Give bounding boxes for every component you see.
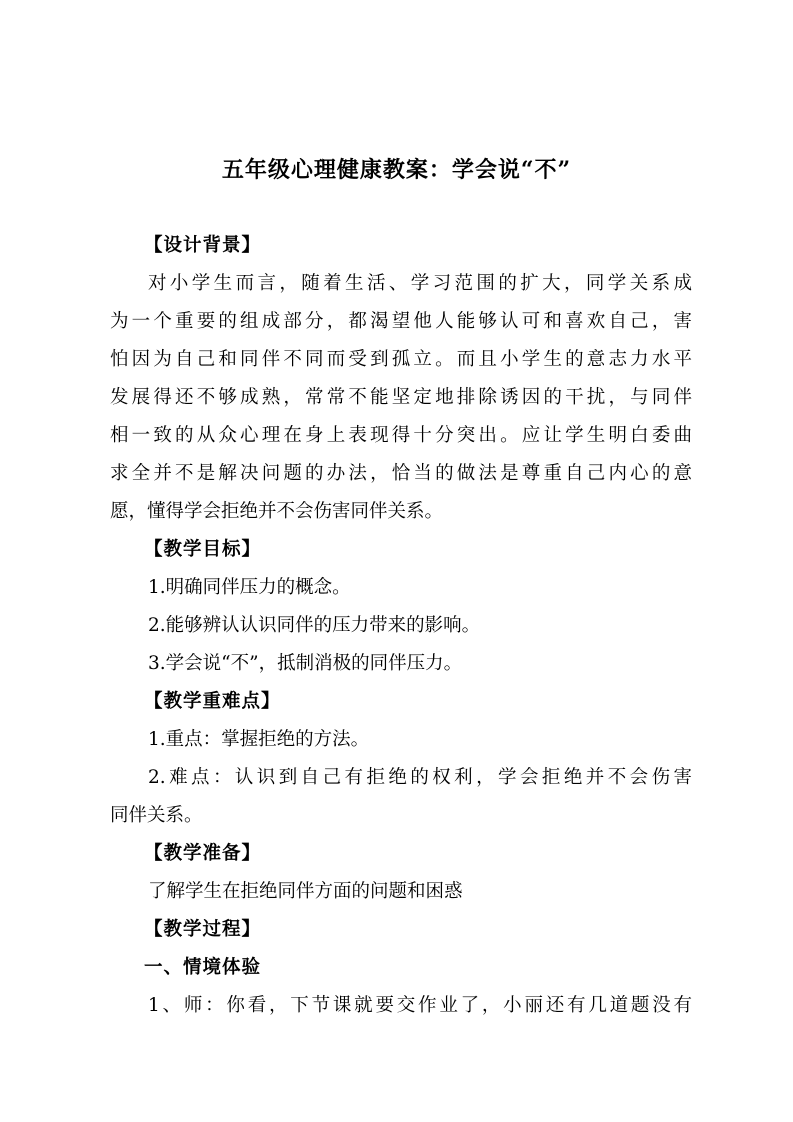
keypoint-item: 1.重点：掌握拒绝的方法。 — [148, 729, 370, 750]
goal-item: 3.学会说“不”，抵制消极的同伴压力。 — [148, 653, 463, 674]
paragraph-line: 求全并不是解决问题的办法，恰当的做法是尊重自己内心的意 — [110, 463, 692, 484]
process-line: 1、师：你看，下节课就要交作业了，小丽还有几道题没有 — [148, 995, 692, 1016]
goal-item: 1.明确同伴压力的概念。 — [148, 577, 351, 598]
keypoint-item-continued: 同伴关系。 — [110, 805, 203, 826]
section-heading-process: 【教学过程】 — [144, 919, 262, 940]
document-body — [110, 227, 692, 1025]
paragraph-line: 怕因为自己和同伴不同而受到孤立。而且小学生的意志力水平 — [110, 349, 692, 370]
process-subheading: 一、情境体验 — [144, 957, 262, 978]
preparation-text: 了解学生在拒绝同伴方面的问题和困惑 — [148, 881, 463, 902]
section-heading-goals: 【教学目标】 — [144, 539, 262, 560]
keypoint-item: 2.难点：认识到自己有拒绝的权利，学会拒绝并不会伤害 — [148, 767, 692, 788]
section-heading-preparation: 【教学准备】 — [144, 843, 262, 864]
paragraph-line: 为一个重要的组成部分，都渴望他人能够认可和喜欢自己，害 — [110, 311, 692, 332]
section-heading-background: 【设计背景】 — [144, 235, 262, 256]
paragraph-line: 对小学生而言，随着生活、学习范围的扩大，同学关系成 — [148, 273, 692, 294]
paragraph-line: 发展得还不够成熟，常常不能坚定地排除诱因的干扰，与同伴 — [110, 387, 692, 408]
paragraph-line: 相一致的从众心理在身上表现得十分突出。应让学生明白委曲 — [110, 425, 692, 446]
paragraph-line: 愿，懂得学会拒绝并不会伤害同伴关系。 — [110, 501, 444, 522]
goal-item: 2.能够辨认认识同伴的压力带来的影响。 — [148, 615, 481, 636]
document-title: 五年级心理健康教案：学会说“不” — [221, 157, 572, 183]
section-heading-keypoints: 【教学重难点】 — [144, 691, 281, 712]
